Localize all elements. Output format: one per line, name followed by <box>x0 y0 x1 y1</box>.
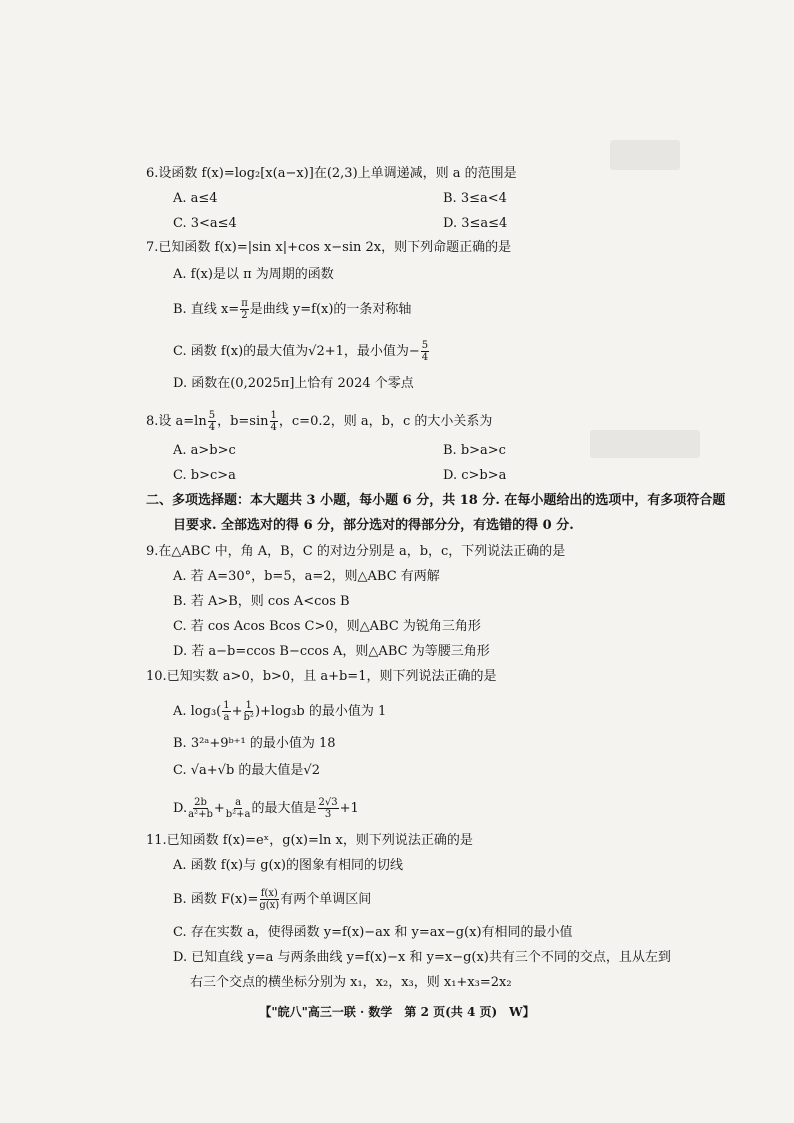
q9-option-c: C. 若 cos Acos Bcos C>0，则△ABC 为锐角三角形 <box>173 619 481 634</box>
q10-option-d <box>173 797 359 820</box>
q10-option-b: B. 3²ᵃ+9ᵇ⁺¹ 的最小值为 18 <box>173 736 336 751</box>
q10-stem: 10.已知实数 a>0，b>0，且 a+b=1，则下列说法正确的是 <box>146 669 497 684</box>
q10-d-numerator1: 2b <box>194 797 207 808</box>
q7-option-b <box>173 298 411 321</box>
q9-option-b: B. 若 A>B，则 cos A<cos B <box>173 594 350 609</box>
q10-a-fraction1 <box>222 700 230 723</box>
q8-stem-suffix: ，c=0.2，则 a，b，c 的大小关系为 <box>278 414 493 429</box>
q10-d-numerator2: a <box>235 797 242 808</box>
q6-option-d: D. 3≤a≤4 <box>443 216 508 231</box>
q8-stem-middle: ，b=sin <box>217 414 269 429</box>
q7-stem: 7.已知函数 f(x)=|sin x|+cos x−sin 2x，则下列命题正确的是 <box>146 240 512 255</box>
q10-d-plus: + <box>213 801 225 816</box>
q11-b-suffix: 有两个单调区间 <box>280 892 372 907</box>
q11-b-numerator: f(x) <box>260 888 278 899</box>
q10-a-numerator1: 1 <box>223 700 230 711</box>
q8-stem <box>146 410 492 433</box>
section2-heading-line2: 目要求. 全部选对的得 6 分，部分选对的得部分分，有选错的得 0 分. <box>173 518 574 533</box>
q10-d-fraction2 <box>226 797 251 820</box>
q9-stem: 9.在△ABC 中，角 A，B，C 的对边分别是 a，b，c，下列说法正确的是 <box>146 544 566 559</box>
q11-option-a: A. 函数 f(x)与 g(x)的图象有相同的切线 <box>173 858 404 873</box>
q10-d-fraction1 <box>188 797 213 820</box>
q10-a-plus: + <box>231 704 243 719</box>
q10-d-fraction3 <box>318 797 339 820</box>
q7-c-numerator: 5 <box>421 340 429 351</box>
q8-option-a: A. a>b>c <box>173 443 236 458</box>
q7-c-prefix: C. 函数 f(x)的最大值为√2+1，最小值为− <box>173 344 420 359</box>
section2-heading-line1: 二、多项选择题：本大题共 3 小题，每小题 6 分，共 18 分. 在每小题给出的选项中，有多项符合题 <box>146 493 726 508</box>
q10-a-numerator2: 1 <box>245 700 252 711</box>
q11-b-fraction <box>259 888 279 911</box>
q10-option-c: C. √a+√b 的最大值是√2 <box>173 763 320 778</box>
q7-b-suffix: 是曲线 y=f(x)的一条对称轴 <box>249 302 412 317</box>
q7-c-fraction <box>421 340 429 363</box>
q8-option-b: B. b>a>c <box>443 443 506 458</box>
q7-option-a: A. f(x)是以 π 为周期的函数 <box>173 267 334 282</box>
q7-b-fraction <box>240 298 249 321</box>
q8-a-numerator: 5 <box>208 410 216 421</box>
q10-d-prefix: D. <box>173 801 188 816</box>
q10-d-middle: 的最大值是 <box>251 801 317 816</box>
q11-option-c: C. 存在实数 a，使得函数 y=f(x)−ax 和 y=ax−g(x)有相同的最小值 <box>173 925 573 940</box>
q8-b-fraction <box>270 410 278 433</box>
q9-option-d: D. 若 a−b=ccos B−ccos A，则△ABC 为等腰三角形 <box>173 644 490 659</box>
q8-a-denominator: 4 <box>208 422 216 433</box>
q6-stem: 6.设函数 f(x)=log₂[x(a−x)]在(2,3)上单调递减，则 a 的范围是 <box>146 166 517 181</box>
q7-b-numerator: π <box>241 298 248 309</box>
q8-b-numerator: 1 <box>270 410 277 421</box>
q10-a-suffix: )+log₃b 的最小值为 1 <box>254 704 387 719</box>
q8-b-denominator: 4 <box>270 422 277 433</box>
q10-d-suffix: +1 <box>339 801 359 816</box>
q10-d-numerator3: 2√3 <box>318 797 338 808</box>
q8-option-d: D. c>b>a <box>443 468 507 483</box>
q11-option-d-line1: D. 已知直线 y=a 与两条曲线 y=f(x)−x 和 y=x−g(x)共有三个不同的交点，且从左到 <box>173 950 671 965</box>
q8-option-c: C. b>c>a <box>173 468 236 483</box>
q11-b-denominator: g(x) <box>259 900 280 911</box>
q6-option-c: C. 3<a≤4 <box>173 216 237 231</box>
q10-a-fraction2 <box>244 700 254 723</box>
q10-d-denominator2: b²+a <box>225 809 251 820</box>
q10-d-denominator1: a²+b <box>188 809 213 820</box>
q10-a-prefix: A. log₃( <box>173 704 222 719</box>
scan-smudge <box>610 140 680 170</box>
q8-stem-prefix: 8.设 a=ln <box>146 414 207 429</box>
q7-b-denominator: 2 <box>241 310 248 321</box>
q7-option-d: D. 函数在(0,2025π]上恰有 2024 个零点 <box>173 376 414 391</box>
q9-option-a: A. 若 A=30°，b=5，a=2，则△ABC 有两解 <box>173 569 440 584</box>
q10-a-denominator2: b² <box>243 712 254 723</box>
q6-option-a: A. a≤4 <box>173 191 218 206</box>
q10-option-a <box>173 700 386 723</box>
scan-smudge <box>590 430 700 458</box>
q11-stem: 11.已知函数 f(x)=eˣ，g(x)=ln x，则下列说法正确的是 <box>146 833 473 848</box>
q6-option-b: B. 3≤a<4 <box>443 191 507 206</box>
q11-option-b <box>173 888 371 911</box>
q7-c-denominator: 4 <box>421 352 429 363</box>
q7-option-c <box>173 340 430 363</box>
q7-b-prefix: B. 直线 x= <box>173 302 240 317</box>
q10-a-denominator1: a <box>223 712 230 723</box>
q8-a-fraction <box>208 410 216 433</box>
page-footer: 【"皖八"高三一联 · 数学 第 2 页(共 4 页) W】 <box>259 1005 535 1019</box>
q10-d-denominator3: 3 <box>324 809 332 820</box>
q11-option-d-line2: 右三个交点的横坐标分别为 x₁，x₂，x₃，则 x₁+x₃=2x₂ <box>190 975 512 990</box>
q11-b-prefix: B. 函数 F(x)= <box>173 892 259 907</box>
